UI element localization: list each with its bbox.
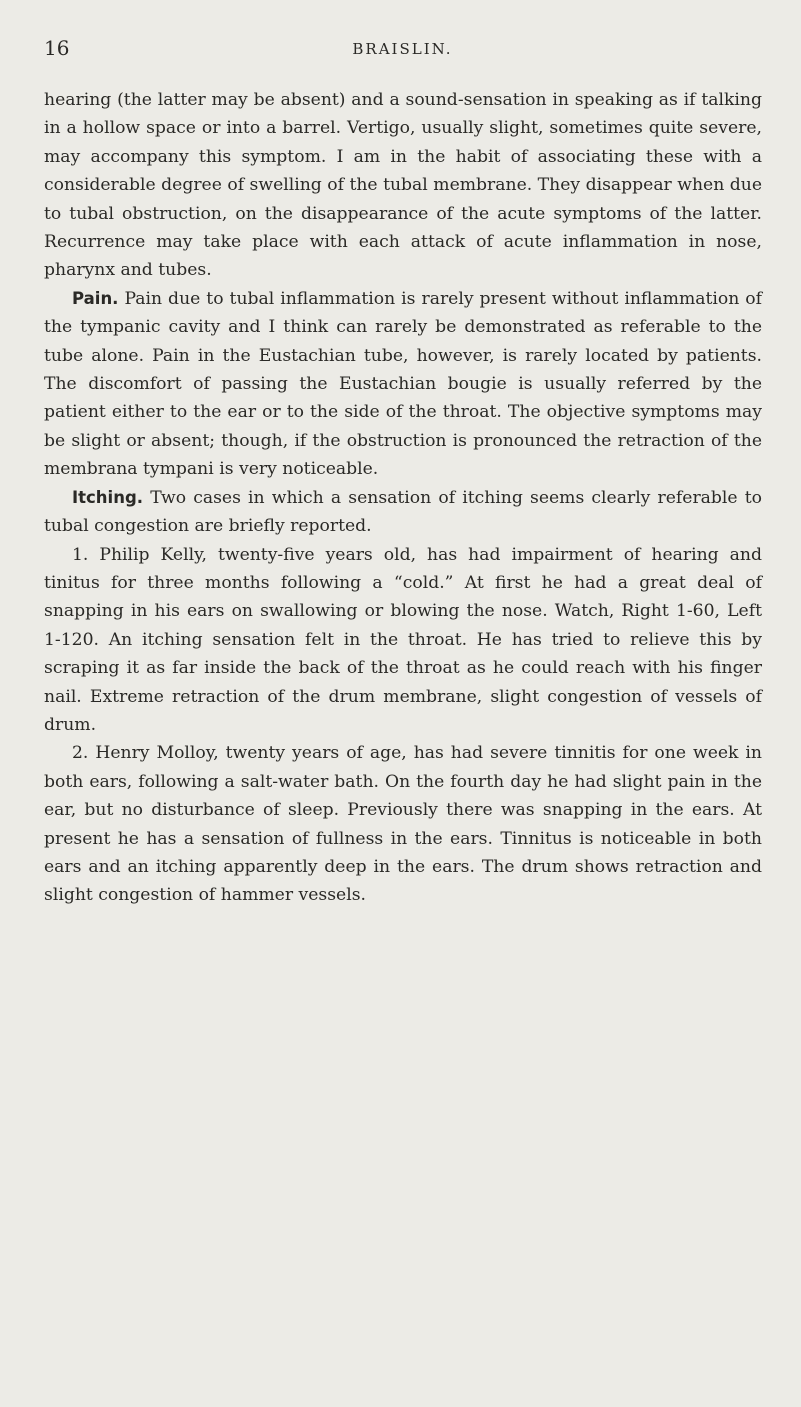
paragraph-text: Pain due to tubal inflammation is rarely present without inflammation of the tympanic cavity and I think can rarely be demonstrated as referable to the tube alone. Pain in the Eustachian tube, however, is rarely located by patients. The discomfort of passing the Eustachian bougie is usually referred by the patient either to the ear or to the side of the throat. The objective symptoms may be slight or absent; though, if the obstruction is pronounced the retraction of the membrana tympani is very noticeable. <box>44 288 763 480</box>
paragraph-text: 1. Philip Kelly, twenty-five years old, has had impairment of hearing and tinitus for three months following a “cold.” At first he had a great deal of snapping in his ears on swallowing or blowing the nose. Watch, Right 1-60, Left 1-120. An itching sensation felt in the throat. He has tried to relieve this by scraping it as far inside the back of the throat as he could reach with his finger nail. Extreme retraction of the drum membrane, slight congestion of vessels of drum. <box>44 544 762 735</box>
page-number: 16 <box>44 36 70 60</box>
paragraph-text: Two cases in which a sensation of itching seems clearly referable to tubal congestion are briefly reported. <box>44 487 762 537</box>
paragraph-itching <box>44 484 762 541</box>
body-text <box>44 86 762 910</box>
case-report-1 <box>44 541 762 740</box>
paragraph-pain <box>44 285 762 484</box>
page-header <box>44 36 761 66</box>
section-heading-itching: Itching. <box>72 487 144 507</box>
paragraph-text: hearing (the latter may be absent) and a sound-sensation in speaking as if talking in a hollow space or into a barrel. Vertigo, usually slight, sometimes quite severe, may accompany this symptom. I am in the habit of associating these with a considerable degree of swelling of the tubal membrane. They disappear when due to tubal obstruction, on the disappearance of the acute symptoms of the latter. Recurrence may take place with each attack of acute inflammation in nose, pharynx and tubes. <box>44 90 762 281</box>
running-head: BRAISLIN. <box>352 40 453 58</box>
paragraph-text: 2. Henry Molloy, twenty years of age, has had severe tinnitis for one week in both ears, following a salt-water bath. On the fourth day he had slight pain in the ear, but no disturbance of sleep. Previously there was snapping in the ears. At present he has a sensation of fullness in the ears. Tinnitus is noticeable in both ears and an itching apparently deep in the ears. The drum shows retraction and slight congestion of hammer vessels. <box>44 743 762 906</box>
paragraph-hearing <box>44 86 762 285</box>
case-report-2 <box>44 739 762 909</box>
section-heading-pain: Pain. <box>72 288 119 308</box>
